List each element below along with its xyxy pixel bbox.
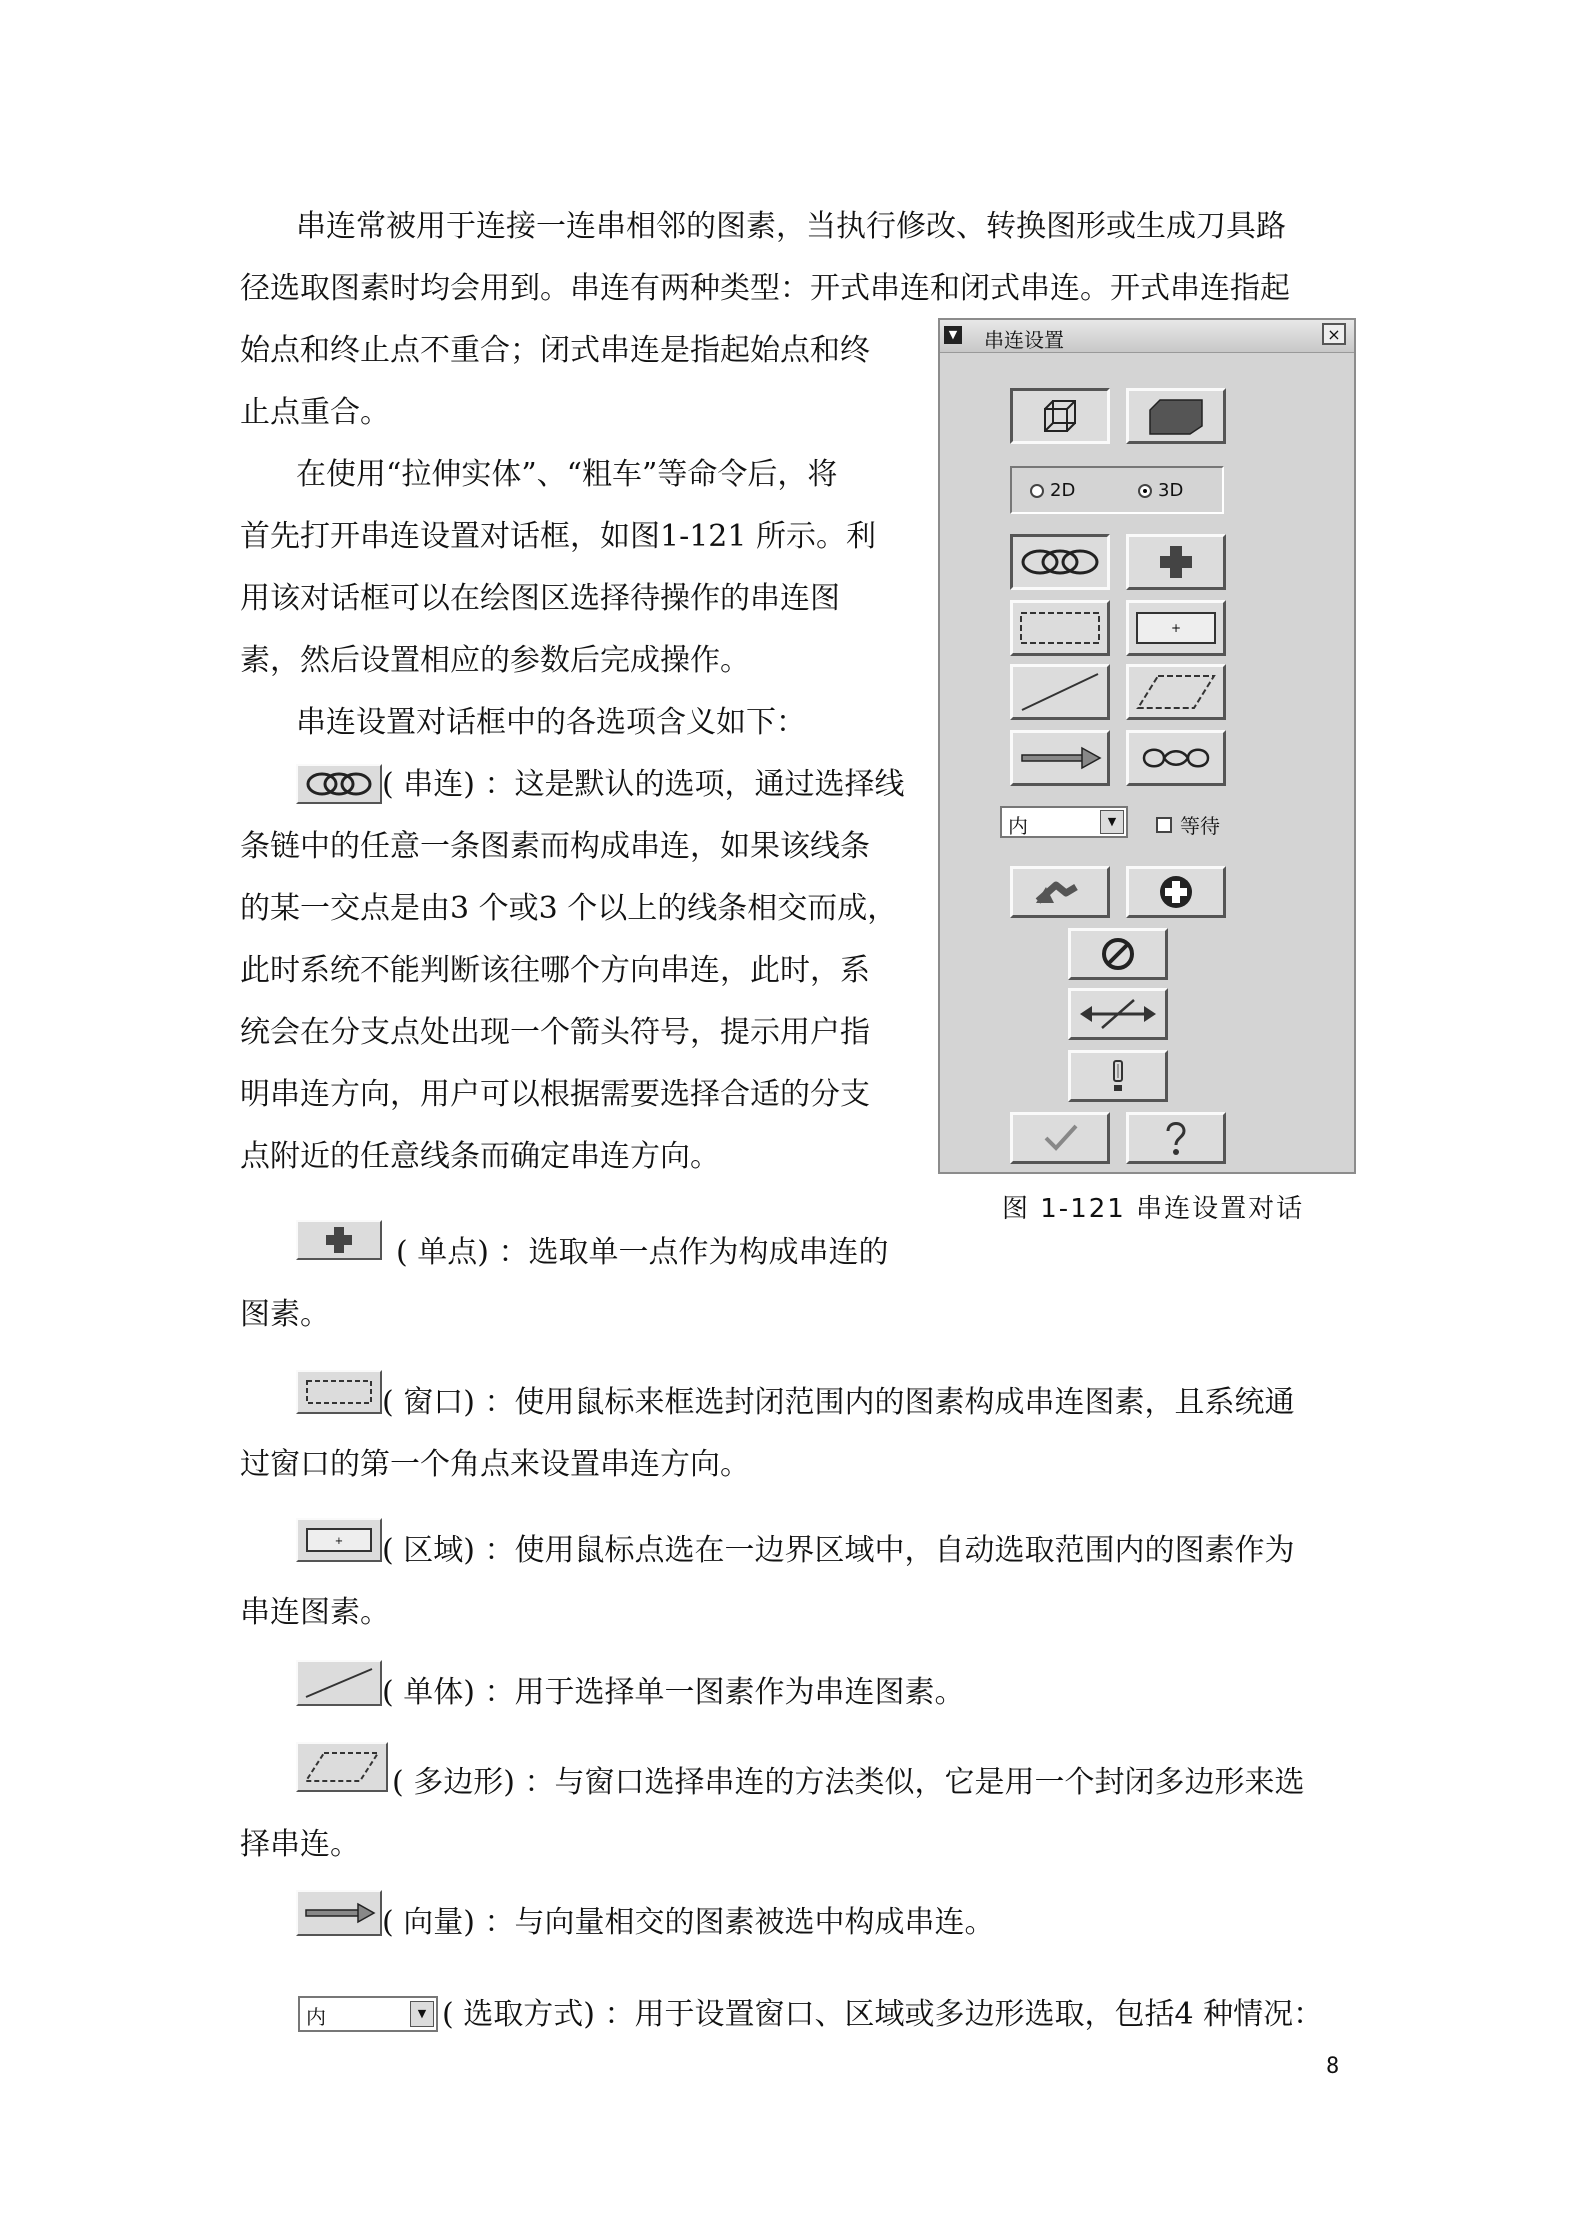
figure-caption: 图 1-121 串连设置对话 bbox=[1002, 1194, 1305, 1224]
text-line: ( 向量) ：与向量相交的图素被选中构成串连。 bbox=[382, 1905, 995, 1940]
solid-mode-button[interactable] bbox=[1126, 388, 1226, 444]
checkbox-box bbox=[1156, 817, 1172, 833]
dialog-title: 串连设置 bbox=[984, 328, 1064, 352]
paragraph-area bbox=[240, 1520, 1294, 1644]
vector-icon bbox=[1018, 745, 1102, 771]
text-line: 统会在分支点处出现一个箭头符号，提示用户指 bbox=[240, 1015, 870, 1050]
radio-label: 3D bbox=[1158, 480, 1184, 501]
chain-rings-icon bbox=[1018, 547, 1102, 577]
chevron-down-icon: ▼ bbox=[1100, 810, 1124, 834]
undo-button[interactable] bbox=[1010, 866, 1110, 918]
add-icon bbox=[1158, 874, 1194, 910]
reverse-icon bbox=[1076, 996, 1160, 1032]
add-button[interactable] bbox=[1126, 866, 1226, 918]
area-icon bbox=[1134, 609, 1218, 647]
paragraph-single-entity bbox=[240, 1662, 964, 1724]
single-point-button[interactable] bbox=[1126, 534, 1226, 590]
polygon-button[interactable] bbox=[1126, 664, 1226, 720]
polygon-icon bbox=[1134, 670, 1218, 714]
text-line: 止点重合。 bbox=[240, 395, 390, 430]
paragraph-vector bbox=[240, 1892, 994, 1954]
chain-button[interactable] bbox=[1010, 534, 1110, 590]
ok-icon bbox=[1040, 1122, 1080, 1154]
vector-button[interactable] bbox=[1010, 730, 1110, 786]
text-line: 串连设置对话框中的各选项含义如下： bbox=[296, 705, 806, 740]
text-line: 图素。 bbox=[240, 1297, 330, 1332]
undo-icon bbox=[1032, 877, 1088, 907]
text-line: 的某一交点是由3 个或3 个以上的线条相交而成， bbox=[240, 891, 898, 926]
radio-label: 2D bbox=[1050, 480, 1076, 501]
checkbox-label: 等待 bbox=[1180, 814, 1220, 838]
menu-arrow-icon[interactable]: ▼ bbox=[944, 326, 962, 344]
paragraph-polygon bbox=[240, 1752, 1304, 1876]
text-line: ( 多边形) ：与窗口选择串连的方法类似，它是用一个封闭多边形来选 bbox=[392, 1765, 1305, 1800]
ok-button[interactable] bbox=[1010, 1112, 1110, 1164]
window-icon bbox=[1018, 609, 1102, 647]
options-icon bbox=[1106, 1058, 1130, 1094]
help-icon bbox=[1161, 1119, 1191, 1157]
text-line: 首先打开串连设置对话框，如图1-121 所示。利 bbox=[240, 519, 877, 554]
text-line: ( 单体) ：用于选择单一图素作为串连图素。 bbox=[382, 1675, 965, 1710]
text-line: 明串连方向，用户可以根据需要选择合适的分支 bbox=[240, 1077, 870, 1112]
text-line: 在使用“拉伸实体”、“粗车”等命令后，将 bbox=[296, 457, 838, 492]
dimension-radio-group bbox=[1010, 466, 1224, 514]
text-line: ( 窗口) ：使用鼠标来框选封闭范围内的图素构成串连图素，且系统通 bbox=[382, 1385, 1295, 1420]
paragraph-single-point bbox=[240, 1222, 888, 1346]
chain-settings-dialog bbox=[938, 318, 1356, 1174]
dialog-titlebar bbox=[940, 320, 1354, 353]
text-line: 点附近的任意线条而确定串连方向。 bbox=[240, 1139, 720, 1174]
text-line: 过窗口的第一个角点来设置串连方向。 bbox=[240, 1447, 750, 1482]
text-line: ( 单点) ：选取单一点作为构成串连的 bbox=[396, 1235, 889, 1270]
text-line: 此时系统不能判断该往哪个方向串连，此时，系 bbox=[240, 953, 870, 988]
wireframe-cube-icon bbox=[1040, 396, 1080, 436]
paragraph-usage bbox=[240, 444, 876, 754]
text-line: 始点和终止点不重合；闭式串连是指起始点和终 bbox=[240, 333, 870, 368]
text-line: 串连常被用于连接一连串相邻的图素，当执行修改、转换图形或生成刀具路 bbox=[296, 209, 1286, 244]
partial-chain-button[interactable] bbox=[1126, 730, 1226, 786]
single-point-icon bbox=[1158, 544, 1194, 580]
select-mode-value: 内 bbox=[306, 2005, 326, 2029]
svg-text:+: + bbox=[334, 1536, 344, 1547]
select-mode-dropdown[interactable] bbox=[1000, 806, 1128, 838]
single-entity-button[interactable] bbox=[1010, 664, 1110, 720]
wait-checkbox[interactable] bbox=[1156, 810, 1220, 839]
reverse-button[interactable] bbox=[1068, 988, 1168, 1040]
wireframe-mode-button[interactable] bbox=[1010, 388, 1110, 444]
radio-3d[interactable] bbox=[1138, 480, 1183, 501]
cancel-chain-button[interactable] bbox=[1068, 928, 1168, 980]
radio-2d[interactable] bbox=[1030, 480, 1075, 501]
select-mode-value: 内 bbox=[1008, 814, 1028, 838]
text-line: 条链中的任意一条图素而构成串连，如果该线条 bbox=[240, 829, 870, 864]
single-entity-icon bbox=[1018, 670, 1102, 714]
help-button[interactable] bbox=[1126, 1112, 1226, 1164]
solid-cube-icon bbox=[1146, 396, 1206, 436]
paragraph-select-mode bbox=[240, 1984, 1323, 2046]
area-button[interactable] bbox=[1126, 600, 1226, 656]
radio-dot bbox=[1138, 484, 1152, 498]
options-button[interactable] bbox=[1068, 1050, 1168, 1102]
text-line: 素，然后设置相应的参数后完成操作。 bbox=[240, 643, 750, 678]
chevron-down-icon: ▼ bbox=[410, 2001, 434, 2027]
paragraph-window bbox=[240, 1372, 1294, 1496]
partial-chain-icon bbox=[1134, 743, 1218, 773]
text-line: 径选取图素时均会用到。串连有两种类型：开式串连和闭式串连。开式串连指起 bbox=[240, 271, 1290, 306]
page-number: 8 bbox=[1326, 2054, 1340, 2079]
radio-dot bbox=[1030, 484, 1044, 498]
paragraph-chain bbox=[240, 754, 904, 1188]
cancel-icon bbox=[1100, 936, 1136, 972]
text-line: 用该对话框可以在绘图区选择待操作的串连图 bbox=[240, 581, 840, 616]
text-line: ( 区域) ：使用鼠标点选在一边界区域中，自动选取范围内的图素作为 bbox=[382, 1533, 1295, 1568]
svg-text:+: + bbox=[1170, 621, 1182, 635]
text-line: 串连图素。 bbox=[240, 1595, 390, 1630]
close-button[interactable]: × bbox=[1322, 323, 1346, 345]
text-line: ( 串连) ：这是默认的选项，通过选择线 bbox=[382, 767, 905, 802]
text-line: 择串连。 bbox=[240, 1827, 360, 1862]
window-button[interactable] bbox=[1010, 600, 1110, 656]
text-line: ( 选取方式) ：用于设置窗口、区域或多边形选取，包括4 种情况： bbox=[442, 1997, 1324, 2032]
